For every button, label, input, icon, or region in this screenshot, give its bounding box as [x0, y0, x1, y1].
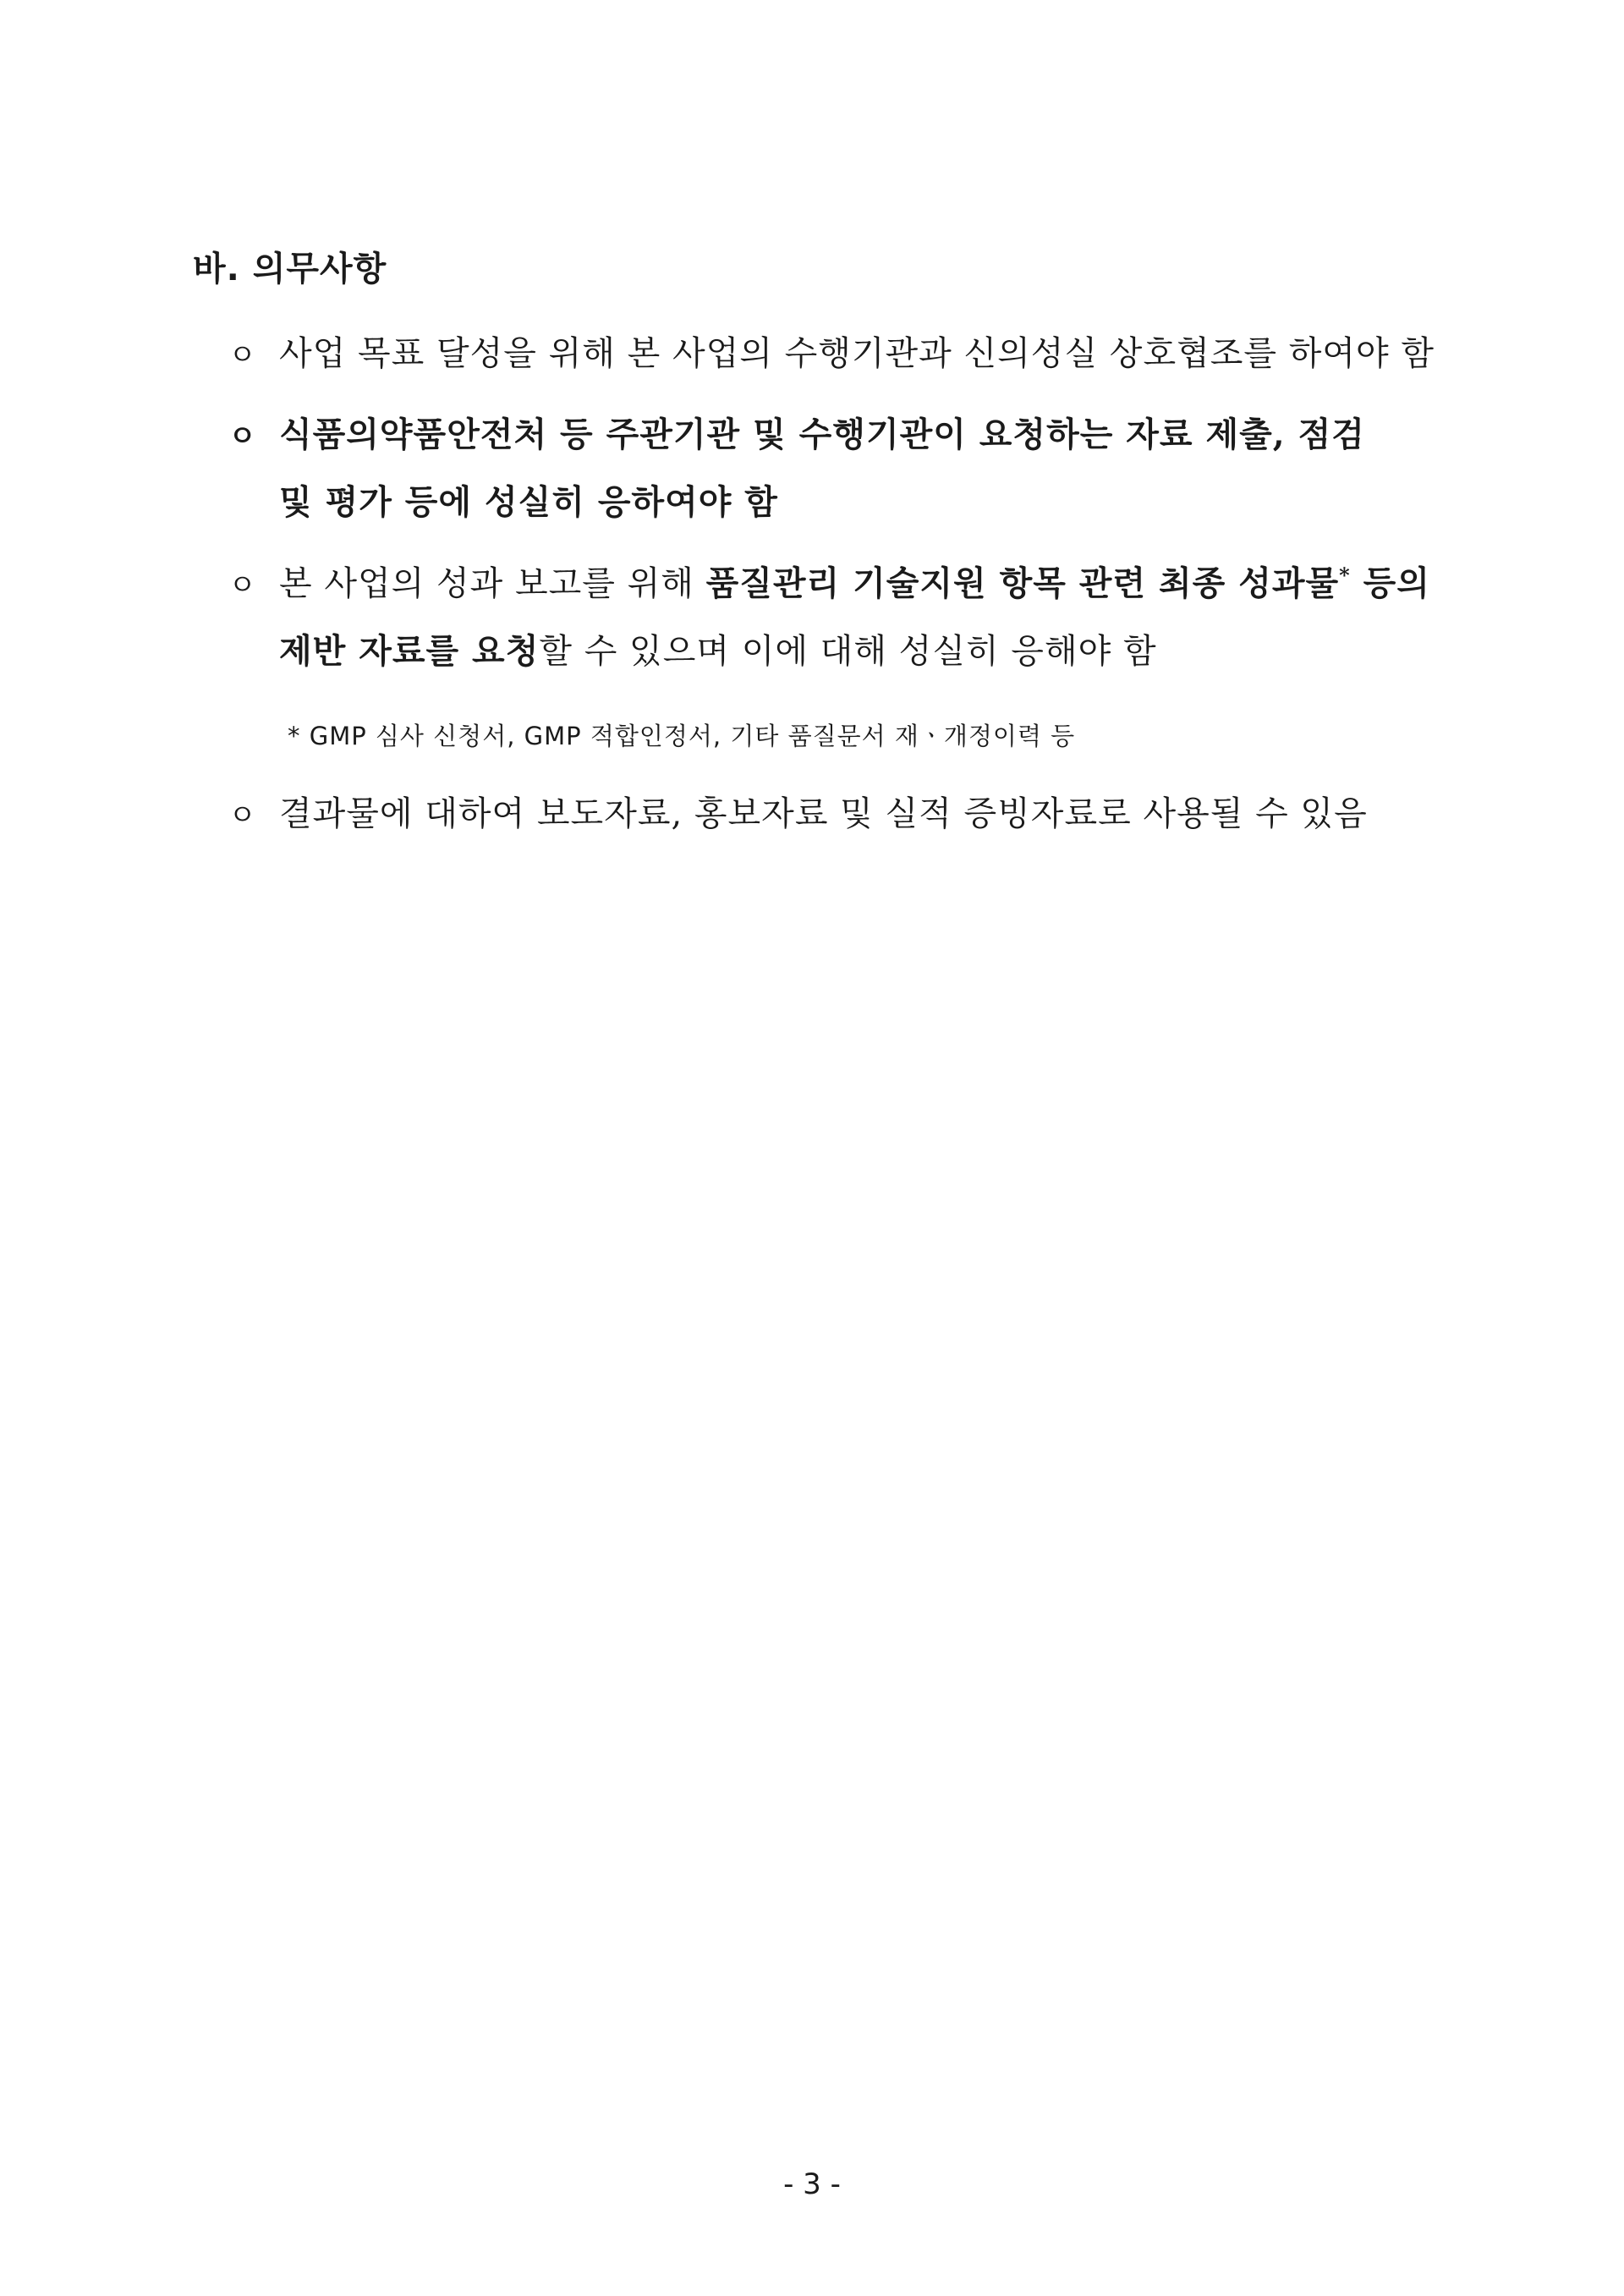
footnote: * GMP 심사 신청서, GMP 적합인정서, 기타 품질문서 재ㆍ개정이력 등 [288, 722, 1076, 750]
bullet-marker: ㅇ [228, 569, 257, 602]
bullet-text-line2: 및 평가 등에 성실히 응하여야 함 [279, 482, 778, 522]
bullet-marker: ㅇ [228, 338, 257, 372]
bullet-text-bold-end: 등의 [1350, 563, 1430, 603]
bullet-text-bold: 제반 자료를 요청 [279, 631, 540, 671]
footnote-marker: * [1339, 563, 1351, 588]
bullet-text-plain: 본 사업의 성과 보고를 위해 [279, 564, 706, 603]
bullet-text: 사업 목표 달성을 위해 본 사업의 수행기관과 신의성실 상호협조를 하여야 함 [279, 334, 1435, 373]
bullet-item-results-usage [228, 790, 1368, 839]
bullet-text-bold: 품질관리 기술지원 항목 관련 최종 성과물 [705, 563, 1340, 603]
bullet-text-line1: 식품의약품안전처 등 주관기관 및 수행기관이 요청하는 자료 제출, 점검 [279, 415, 1365, 454]
bullet-item-data-submission-continued [279, 479, 778, 526]
bullet-item-performance-report [228, 560, 1430, 609]
bullet-item-data-submission [228, 411, 1365, 460]
page-number: - 3 - [783, 2167, 841, 2201]
section-heading: 바. 의무사항 [193, 250, 387, 288]
bullet-item-cooperation [228, 330, 1435, 379]
bullet-text: 결과물에 대하여 보도자료, 홍보자료 및 실적 증빙자료로 사용될 수 있음 [279, 794, 1368, 833]
bullet-text-plain: 할 수 있으며 이에 대해 성실히 응해야 함 [539, 632, 1157, 671]
bullet-marker: ㅇ [228, 420, 257, 453]
bullet-marker: ㅇ [228, 799, 257, 832]
bullet-item-performance-report-continued [279, 628, 1157, 675]
